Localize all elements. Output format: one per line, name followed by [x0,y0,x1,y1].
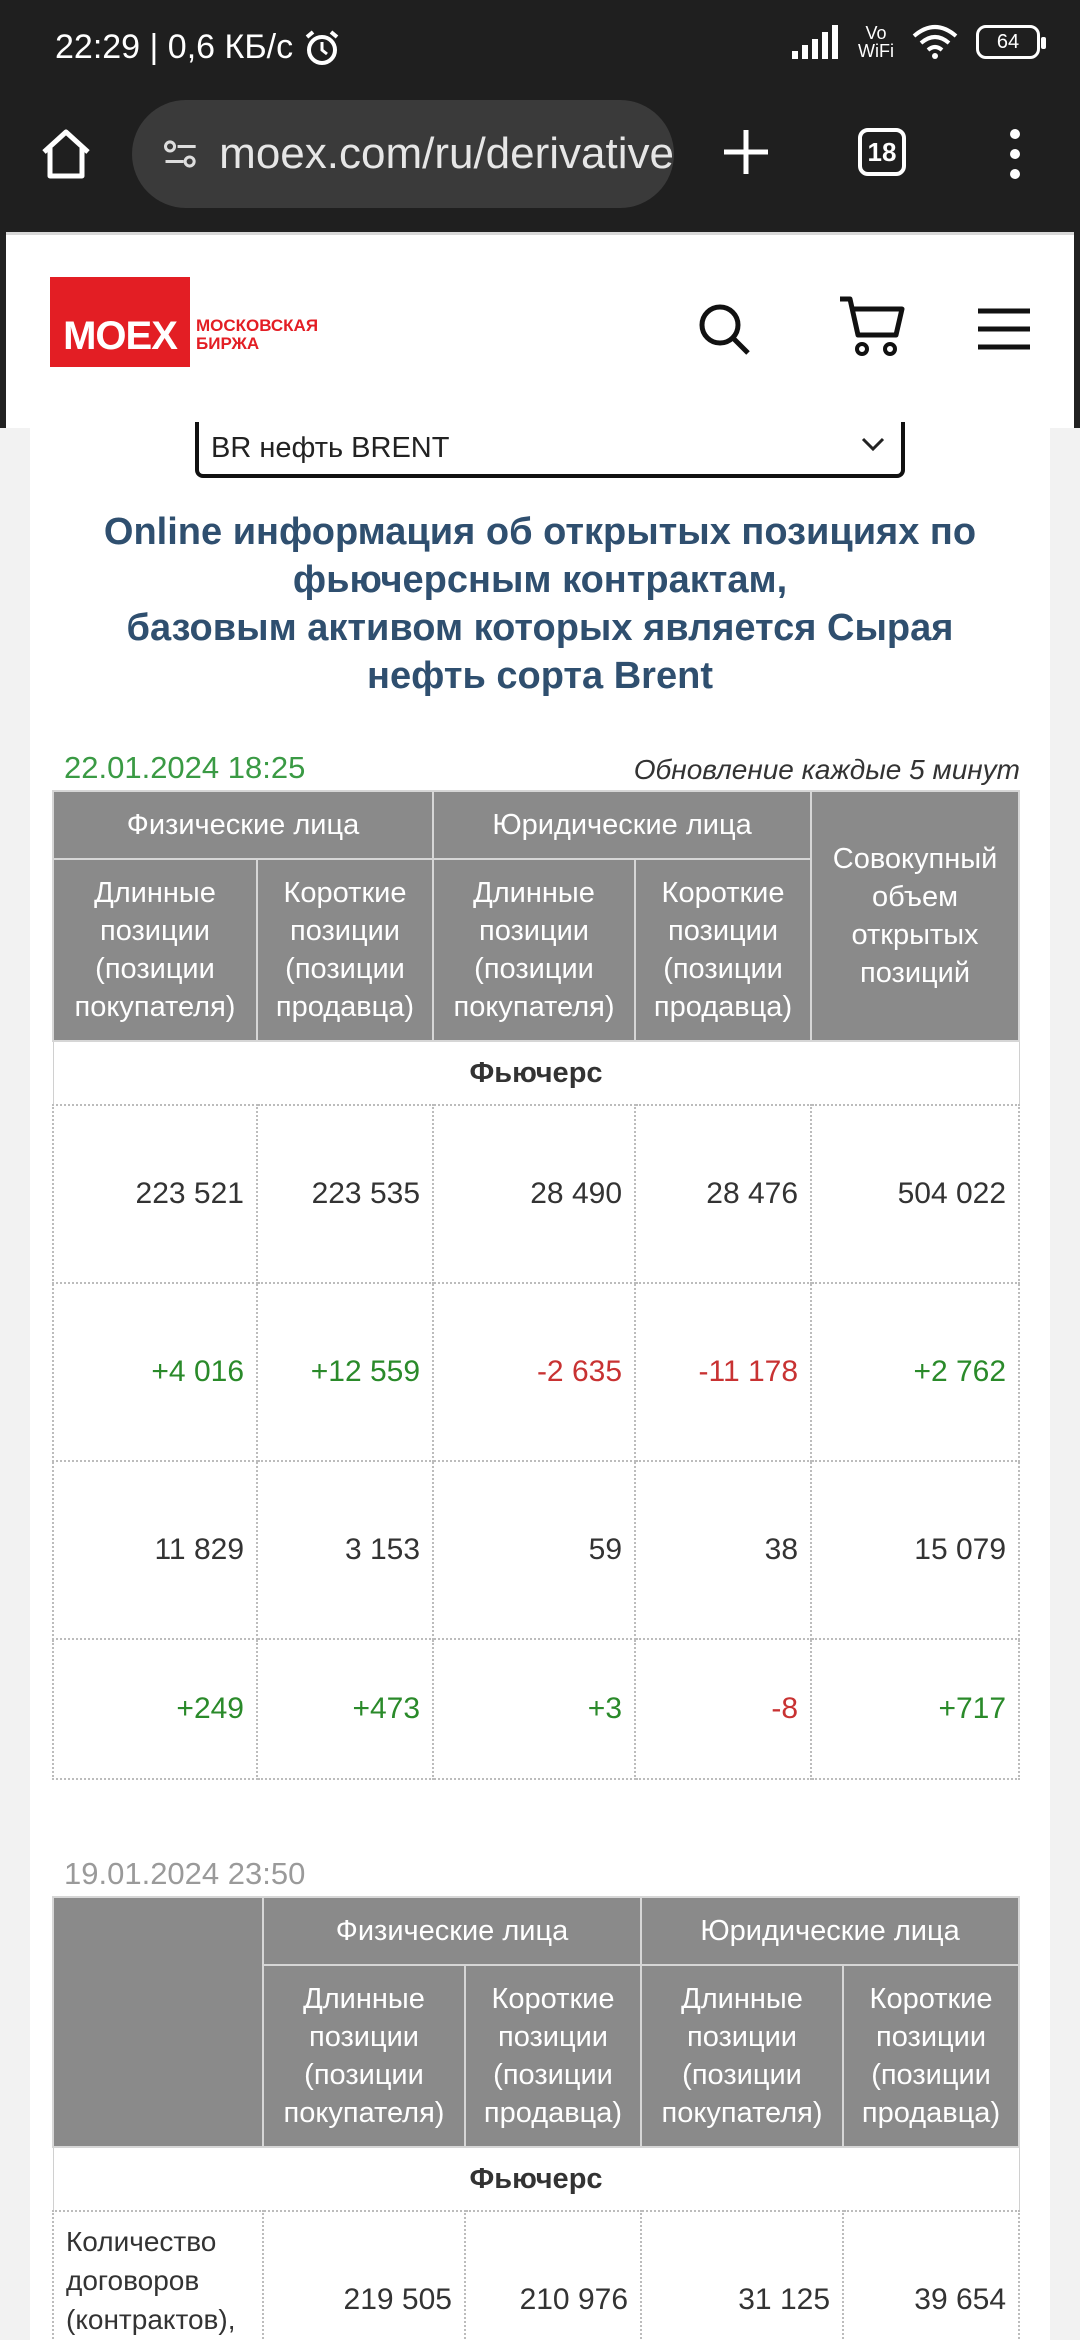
cell: 28 476 [635,1105,811,1283]
open-interest-table-current [52,790,1020,1780]
cell: 15 079 [811,1461,1019,1639]
vowifi-indicator [858,24,894,60]
header-legal: Юридические лица [641,1897,1019,1965]
header-total: Совокупный объем открытых позиций [811,791,1019,1041]
vowifi-line1: Vo [865,23,887,43]
home-icon[interactable] [36,124,96,184]
search-icon[interactable] [696,301,752,357]
block1-date: 22.01.2024 18:25 [64,750,306,785]
cell: -8 [635,1639,811,1779]
alarm-icon [303,29,341,67]
cell: +249 [53,1639,257,1779]
browser-toolbar [0,96,1080,230]
cell: 28 490 [433,1105,635,1283]
status-right [792,24,1040,60]
open-interest-table-previous [52,1896,1020,2340]
more-menu-icon[interactable] [1000,124,1030,184]
header-legal-short: Короткие позиции (позиции продавца) [635,859,811,1041]
cell: 11 829 [53,1461,257,1639]
address-bar[interactable] [132,100,674,208]
title-line4: нефть сорта Brent [367,655,713,697]
tab-count: 18 [867,136,897,167]
table-row [53,1461,1019,1639]
cell: 39 654 [843,2211,1019,2340]
table-row [53,1283,1019,1461]
cell: +12 559 [257,1283,433,1461]
header-blank [53,1897,263,2147]
section-futures: Фьючерс [53,1041,1019,1105]
header-legal-long: Длинные позиции (позиции покупателя) [433,859,635,1041]
table-row [53,1639,1019,1779]
cell: 219 505 [263,2211,465,2340]
chevron-down-icon [859,430,887,458]
header-phys-short: Короткие позиции (позиции продавца) [465,1965,641,2147]
status-left [55,28,341,67]
header-phys-short: Короткие позиции (позиции продавца) [257,859,433,1041]
row-label: Количество договоров (контрактов), [53,2211,263,2340]
new-tab-icon[interactable] [716,122,776,182]
cart-icon[interactable] [838,295,908,359]
header-legal-long: Длинные позиции (позиции покупателя) [641,1965,843,2147]
url-text[interactable]: moex.com/ru/derivative [219,129,674,178]
site-header [6,232,1074,428]
cell: 3 153 [257,1461,433,1639]
battery-level: 64 [996,30,1020,53]
block2-date: 19.01.2024 23:50 [64,1856,306,1891]
tab-switcher-button[interactable] [858,128,906,176]
logo-sub-line2: БИРЖА [196,334,260,353]
section-futures: Фьючерс [53,2147,1019,2211]
logo-subtitle [196,317,318,353]
cell: 38 [635,1461,811,1639]
logo-sub-line1: МОСКОВСКАЯ [196,316,319,335]
update-note: Обновление каждые 5 минут [633,754,1020,785]
moex-logo[interactable] [50,277,190,367]
hamburger-menu-icon[interactable] [976,307,1032,351]
cell: 210 976 [465,2211,641,2340]
site-settings-icon[interactable] [164,134,197,174]
instrument-select-value: BR нефть BRENT [211,431,450,464]
header-phys-long: Длинные позиции (позиции покупателя) [263,1965,465,2147]
header-legal-short: Короткие позиции (позиции продавца) [843,1965,1019,2147]
logo-text: MOEX [63,314,177,358]
cell: 223 535 [257,1105,433,1283]
title-line3: базовым активом которых является Сырая [126,607,954,649]
cell: +717 [811,1639,1019,1779]
cell: 59 [433,1461,635,1639]
cell: 31 125 [641,2211,843,2340]
cell: -11 178 [635,1283,811,1461]
cell: +473 [257,1639,433,1779]
title-line1: Online информация об открытых позициях по [103,511,977,553]
cell: +4 016 [53,1283,257,1461]
table-row [53,2211,1019,2340]
vowifi-line2: WiFi [858,41,894,61]
header-phys: Физические лица [263,1897,641,1965]
cell: 223 521 [53,1105,257,1283]
table-row [53,1105,1019,1283]
header-phys-long: Длинные позиции (позиции покупателя) [53,859,257,1041]
status-bar [0,0,1080,96]
header-legal: Юридические лица [433,791,811,859]
cell: +2 762 [811,1283,1019,1461]
wifi-icon [912,24,958,60]
cell: 504 022 [811,1105,1019,1283]
main-content [30,428,1050,2340]
status-time-speed: 22:29 | 0,6 КБ/с [55,28,294,66]
cell: +3 [433,1639,635,1779]
title-line2: фьючерсным контрактам, [292,559,788,601]
cell: -2 635 [433,1283,635,1461]
page-title [50,508,1030,700]
header-phys: Физические лица [53,791,433,859]
instrument-select[interactable] [195,422,905,478]
signal-icon [792,25,840,59]
battery-indicator [976,25,1040,59]
